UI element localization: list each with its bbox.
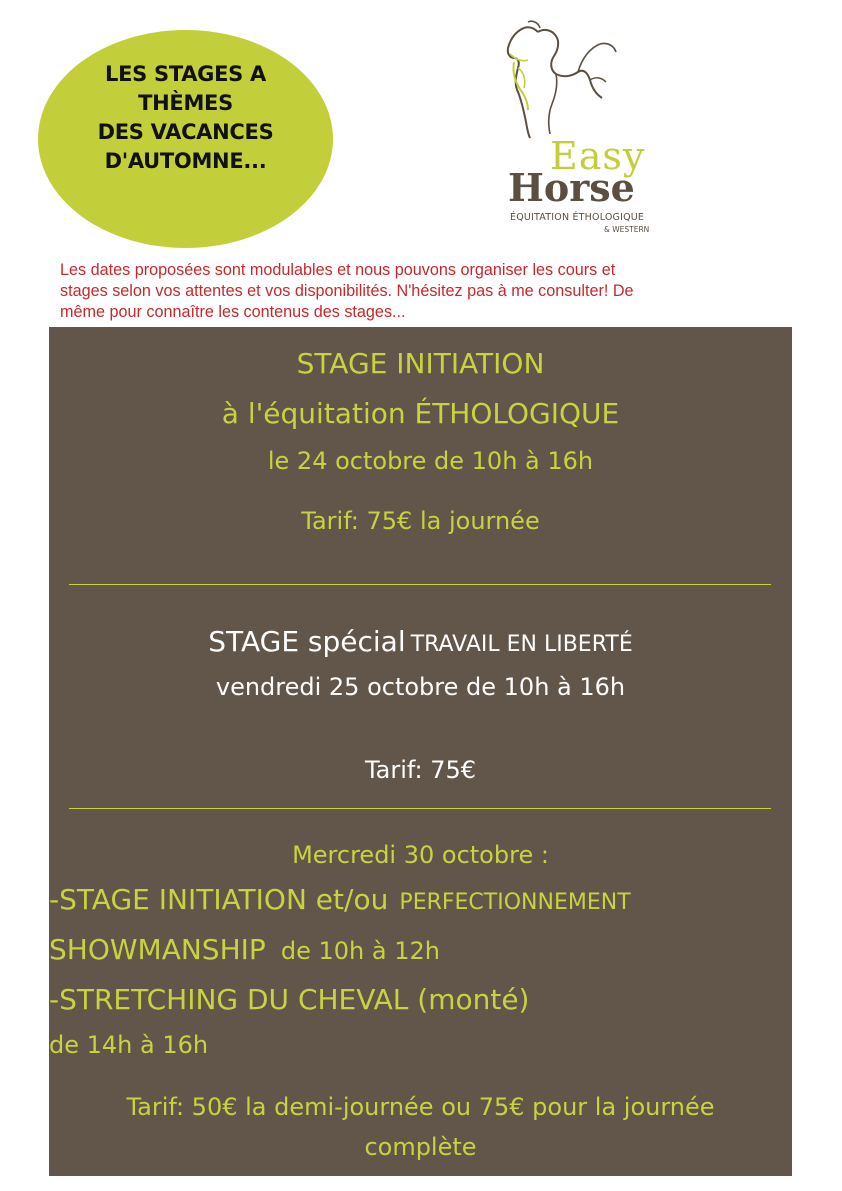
stage2-price: Tarif: 75€ (364, 756, 477, 784)
stage1-subtitle: à l'équitation ÉTHOLOGIQUE (221, 397, 620, 430)
badge-line: THÈMES (138, 91, 233, 115)
stage1-price: Tarif: 75€ la journée (301, 507, 540, 535)
logo-tagline: ÉQUITATION ÉTHOLOGIQUE (510, 212, 645, 223)
logo-word-horse: Horse (508, 165, 635, 210)
stage3-price: Tarif: 50€ la demi-journée ou 75€ pour la journée (126, 1093, 715, 1121)
divider (69, 584, 771, 585)
intro-line: Les dates proposées sont modulables et nous pouvons organiser les cours et (60, 261, 616, 279)
stage3-price-cont: complète (364, 1133, 477, 1161)
stage3-line2 (49, 933, 440, 966)
stage3-line1b: PERFECTIONNEMENT (399, 890, 631, 915)
stage2-title-prefix: STAGE spécial (208, 625, 406, 658)
intro-paragraph (60, 260, 800, 323)
badge-line: D'AUTOMNE... (104, 149, 267, 173)
badge-line: DES VACANCES (97, 120, 274, 144)
stage3-line1a: -STAGE INITIATION et/ou (49, 883, 389, 916)
badge-line: LES STAGES A (105, 62, 266, 86)
intro-line: stages selon vos attentes et vos disponibilités. N'hésitez pas à me consulter! De (60, 282, 634, 300)
stage3-line2a: SHOWMANSHIP (49, 933, 266, 966)
easy-horse-logo (498, 18, 668, 240)
stage3-line1 (49, 883, 631, 916)
stage3-date: Mercredi 30 octobre : (292, 841, 549, 869)
horse-icon (498, 18, 638, 148)
stage2-date: vendredi 25 octobre de 10h à 16h (215, 673, 626, 701)
stage2-title-suffix: TRAVAIL EN LIBERTÉ (410, 632, 633, 657)
stage3-line2b: de 10h à 12h (280, 937, 440, 965)
logo-tagline-2: & WESTERN (604, 225, 650, 234)
stage1-title: STAGE INITIATION (296, 347, 545, 380)
stage3-line4: de 14h à 16h (49, 1031, 209, 1059)
badge-title (38, 60, 333, 176)
intro-line: même pour connaître les contenus des stages... (60, 303, 406, 321)
divider (69, 808, 771, 809)
stages-panel (49, 327, 792, 1176)
stage3-line3: -STRETCHING DU CHEVAL (monté) (49, 983, 530, 1016)
logo-word-easy: Easy (550, 134, 646, 178)
stage2-title (49, 625, 792, 658)
stage1-date: le 24 octobre de 10h à 16h (267, 447, 594, 475)
